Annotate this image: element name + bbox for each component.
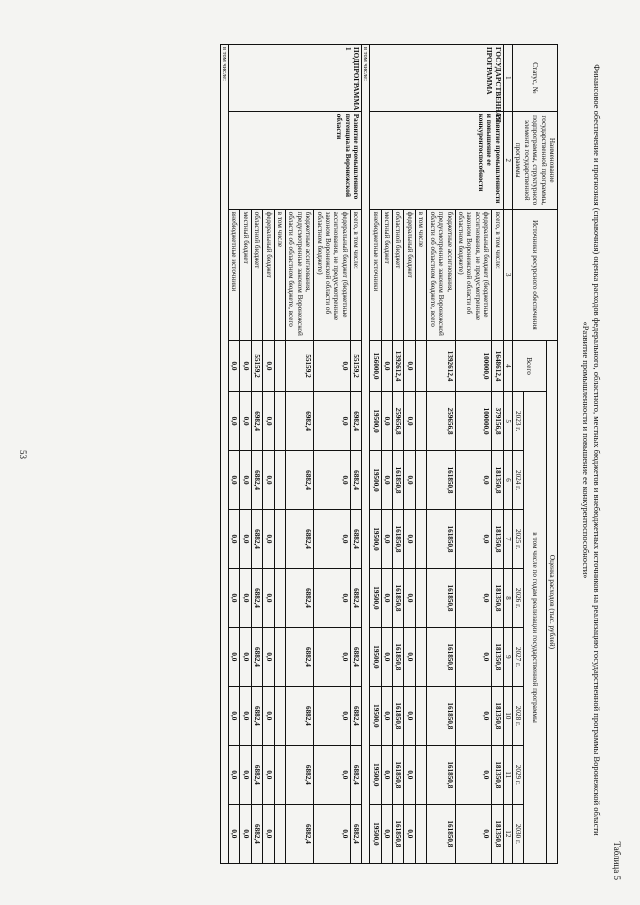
value-cell: 0,0 — [240, 392, 251, 451]
source-cell: бюджетные ассигнования, предусмотренные законом Воронежской области об областном бюджете, всего — [286, 209, 314, 340]
column-index: 12 — [503, 804, 512, 863]
value-cell: 161850,8 — [427, 745, 455, 804]
value-cell: 6882,4 — [286, 510, 314, 569]
column-index: 8 — [503, 568, 512, 627]
value-cell: 161850,8 — [427, 510, 455, 569]
value-cell: 0,0 — [404, 392, 415, 451]
value-cell: 0,0 — [455, 568, 492, 627]
value-cell — [274, 804, 285, 863]
value-cell: 6982,4 — [251, 392, 262, 451]
value-cell: 55159,2 — [286, 340, 314, 391]
row-status: ПОДПРОГРАММА 1 — [229, 45, 362, 112]
value-cell — [274, 392, 285, 451]
value-cell: 0,0 — [314, 392, 351, 451]
group-label-row — [221, 45, 229, 864]
value-cell: 6982,4 — [286, 392, 314, 451]
column-index: 6 — [503, 451, 512, 510]
value-cell: 0,0 — [314, 686, 351, 745]
table-row — [492, 45, 503, 864]
value-cell: 6882,4 — [350, 568, 361, 627]
header-year: 2023 г. — [512, 392, 523, 451]
value-cell: 161850,8 — [393, 745, 404, 804]
value-cell: 6882,4 — [286, 804, 314, 863]
source-cell: всего, в том числе: — [492, 209, 503, 340]
group-label: в том числе: — [362, 45, 370, 864]
header-name: Наименование государственной программы, подпрограммы, структурного элемента государственной программы — [512, 111, 557, 209]
header-year: 2029 г. — [512, 745, 523, 804]
header-total: Всего — [512, 340, 546, 391]
column-index-row — [503, 45, 512, 864]
value-cell — [415, 451, 426, 510]
value-cell — [274, 745, 285, 804]
value-cell: 161850,8 — [393, 686, 404, 745]
source-cell: местный бюджет — [381, 209, 392, 340]
value-cell — [274, 686, 285, 745]
value-cell: 6882,4 — [251, 568, 262, 627]
value-cell: 55159,2 — [251, 340, 262, 391]
value-cell — [274, 340, 285, 391]
row-status: ГОСУДАРСТВЕННАЯ ПРОГРАММА — [370, 45, 503, 112]
value-cell: 19500,0 — [370, 451, 381, 510]
value-cell: 19500,0 — [370, 745, 381, 804]
value-cell: 0,0 — [240, 745, 251, 804]
value-cell: 6982,4 — [350, 392, 361, 451]
value-cell: 100000,0 — [455, 392, 492, 451]
value-cell: 6882,4 — [350, 804, 361, 863]
value-cell: 100000,0 — [455, 340, 492, 391]
value-cell: 19500,0 — [370, 568, 381, 627]
value-cell: 0,0 — [314, 340, 351, 391]
value-cell: 0,0 — [240, 804, 251, 863]
value-cell: 259656,8 — [393, 392, 404, 451]
value-cell — [415, 568, 426, 627]
value-cell: 0,0 — [404, 627, 415, 686]
value-cell: 6882,4 — [350, 686, 361, 745]
value-cell: 0,0 — [240, 451, 251, 510]
value-cell: 0,0 — [455, 451, 492, 510]
document-sheet — [10, 10, 630, 890]
value-cell: 0,0 — [229, 686, 240, 745]
document-title: Финансовое обеспечение и прогнозная (справочная) оценка расходов федерального, областного, местных бюджетов и внебюджетных источников на реализацию государственной программы Воронежской области «Развитие промышленности и повышение ее конкурентоспособности» — [581, 64, 602, 836]
value-cell: 0,0 — [314, 745, 351, 804]
value-cell: 0,0 — [381, 510, 392, 569]
value-cell: 0,0 — [263, 510, 274, 569]
value-cell: 0,0 — [229, 627, 240, 686]
value-cell: 0,0 — [229, 804, 240, 863]
header-year: 2025 г. — [512, 510, 523, 569]
value-cell: 6882,4 — [251, 627, 262, 686]
value-cell: 0,0 — [229, 392, 240, 451]
value-cell: 0,0 — [240, 568, 251, 627]
value-cell: 0,0 — [263, 627, 274, 686]
column-index: 3 — [503, 209, 512, 340]
value-cell — [415, 686, 426, 745]
value-cell: 181350,8 — [492, 568, 503, 627]
value-cell: 6882,4 — [286, 627, 314, 686]
value-cell: 161850,8 — [427, 451, 455, 510]
value-cell: 0,0 — [455, 804, 492, 863]
header-year: 2027 г. — [512, 627, 523, 686]
value-cell: 6882,4 — [286, 451, 314, 510]
value-cell: 0,0 — [263, 392, 274, 451]
value-cell: 181350,8 — [492, 627, 503, 686]
value-cell: 6882,4 — [286, 745, 314, 804]
header-year: 2028 г. — [512, 686, 523, 745]
value-cell: 161850,8 — [427, 568, 455, 627]
value-cell: 1392612,4 — [427, 340, 455, 391]
value-cell: 0,0 — [263, 451, 274, 510]
value-cell: 0,0 — [229, 451, 240, 510]
value-cell: 0,0 — [381, 568, 392, 627]
table-row — [350, 45, 361, 864]
source-cell: федеральный бюджет — [404, 209, 415, 340]
value-cell: 0,0 — [404, 340, 415, 391]
source-cell: федеральный бюджет (бюджетные ассигнования, не предусмотренные законом Воронежской области об областном бюджете) — [455, 209, 492, 340]
value-cell: 0,0 — [229, 510, 240, 569]
value-cell: 259656,8 — [427, 392, 455, 451]
value-cell: 0,0 — [229, 568, 240, 627]
value-cell — [415, 804, 426, 863]
value-cell: 0,0 — [263, 745, 274, 804]
value-cell: 19500,0 — [370, 804, 381, 863]
value-cell: 6882,4 — [251, 451, 262, 510]
source-cell: областной бюджет — [251, 209, 262, 340]
source-cell: в том числе — [415, 209, 426, 340]
value-cell: 0,0 — [455, 745, 492, 804]
value-cell: 161850,8 — [393, 451, 404, 510]
header-year: 2030 г. — [512, 804, 523, 863]
value-cell — [415, 510, 426, 569]
value-cell: 19500,0 — [370, 392, 381, 451]
value-cell: 0,0 — [263, 804, 274, 863]
value-cell: 0,0 — [404, 804, 415, 863]
value-cell: 1648612,4 — [492, 340, 503, 391]
value-cell — [415, 340, 426, 391]
value-cell: 161850,8 — [427, 804, 455, 863]
value-cell: 0,0 — [381, 340, 392, 391]
value-cell: 6882,4 — [286, 568, 314, 627]
source-cell: внебюджетные источники — [229, 209, 240, 340]
column-index: 1 — [503, 45, 512, 112]
value-cell: 0,0 — [229, 745, 240, 804]
header-incl-years: в том числе по годам реализации государственной программы — [524, 392, 546, 864]
value-cell: 0,0 — [314, 451, 351, 510]
value-cell: 0,0 — [381, 451, 392, 510]
value-cell: 0,0 — [381, 804, 392, 863]
value-cell: 0,0 — [381, 686, 392, 745]
value-cell: 19500,0 — [370, 627, 381, 686]
value-cell: 161850,8 — [393, 627, 404, 686]
row-name: Развитие промышленности и повышение ее конкурентоспособности — [370, 111, 503, 209]
column-index: 9 — [503, 627, 512, 686]
value-cell: 0,0 — [381, 627, 392, 686]
value-cell: 6882,4 — [350, 745, 361, 804]
value-cell: 161850,8 — [427, 686, 455, 745]
value-cell: 0,0 — [314, 568, 351, 627]
header-status: Статус, № — [512, 45, 557, 112]
source-cell: областной бюджет — [393, 209, 404, 340]
source-cell: внебюджетные источники — [370, 209, 381, 340]
value-cell — [274, 568, 285, 627]
value-cell: 0,0 — [229, 340, 240, 391]
value-cell: 181350,8 — [492, 804, 503, 863]
value-cell: 0,0 — [263, 686, 274, 745]
value-cell: 161850,8 — [393, 804, 404, 863]
header-year: 2026 г. — [512, 568, 523, 627]
column-index: 10 — [503, 686, 512, 745]
value-cell: 181350,8 — [492, 510, 503, 569]
value-cell: 55159,2 — [350, 340, 361, 391]
value-cell: 0,0 — [381, 745, 392, 804]
value-cell: 0,0 — [404, 568, 415, 627]
value-cell: 6882,4 — [286, 686, 314, 745]
value-cell: 156000,0 — [370, 340, 381, 391]
value-cell — [274, 627, 285, 686]
header-estimate: Оценка расходов (тыс. рублей) — [546, 340, 557, 863]
value-cell: 0,0 — [404, 451, 415, 510]
group-label: в том числе: — [221, 45, 229, 864]
value-cell — [415, 745, 426, 804]
value-cell: 0,0 — [404, 510, 415, 569]
value-cell: 6882,4 — [251, 510, 262, 569]
value-cell: 181350,8 — [492, 451, 503, 510]
value-cell: 0,0 — [263, 568, 274, 627]
value-cell: 181350,8 — [492, 745, 503, 804]
group-label-row — [362, 45, 370, 864]
header-source: Источники ресурсного обеспечения — [512, 209, 557, 340]
value-cell: 6882,4 — [251, 804, 262, 863]
value-cell: 0,0 — [455, 510, 492, 569]
value-cell: 0,0 — [314, 510, 351, 569]
value-cell: 1392612,4 — [393, 340, 404, 391]
column-index: 5 — [503, 392, 512, 451]
value-cell: 6882,4 — [350, 627, 361, 686]
column-index: 2 — [503, 111, 512, 209]
source-cell: всего, в том числе: — [350, 209, 361, 340]
header-year: 2024 г. — [512, 451, 523, 510]
value-cell: 6882,4 — [251, 686, 262, 745]
value-cell — [274, 451, 285, 510]
value-cell: 6882,4 — [350, 451, 361, 510]
value-cell: 0,0 — [455, 686, 492, 745]
value-cell: 0,0 — [240, 686, 251, 745]
value-cell: 379156,8 — [492, 392, 503, 451]
source-cell: федеральный бюджет (бюджетные ассигнования, не предусмотренные законом Воронежской области об областном бюджете) — [314, 209, 351, 340]
value-cell: 0,0 — [240, 340, 251, 391]
table-body — [221, 45, 504, 864]
value-cell: 161850,8 — [393, 510, 404, 569]
value-cell: 0,0 — [404, 745, 415, 804]
source-cell: в том числе — [274, 209, 285, 340]
value-cell: 0,0 — [455, 627, 492, 686]
table-label: Таблица 5 — [612, 841, 622, 880]
value-cell — [415, 627, 426, 686]
value-cell: 161850,8 — [393, 568, 404, 627]
value-cell: 161850,8 — [427, 627, 455, 686]
value-cell: 0,0 — [314, 627, 351, 686]
value-cell: 0,0 — [404, 686, 415, 745]
source-cell: бюджетные ассигнования, предусмотренные законом Воронежской области об областном бюджете, всего — [427, 209, 455, 340]
value-cell — [415, 392, 426, 451]
finance-table — [220, 44, 558, 864]
value-cell: 0,0 — [263, 340, 274, 391]
column-index: 11 — [503, 745, 512, 804]
value-cell: 0,0 — [240, 510, 251, 569]
value-cell: 0,0 — [240, 627, 251, 686]
value-cell: 19500,0 — [370, 510, 381, 569]
source-cell: федеральный бюджет — [263, 209, 274, 340]
page-number: 53 — [18, 450, 28, 459]
value-cell: 6882,4 — [251, 745, 262, 804]
value-cell — [274, 510, 285, 569]
row-name: Развитие промышленного потенциала Воронежской области — [229, 111, 362, 209]
value-cell: 6882,4 — [350, 510, 361, 569]
value-cell: 0,0 — [381, 392, 392, 451]
value-cell: 0,0 — [314, 804, 351, 863]
value-cell: 181350,8 — [492, 686, 503, 745]
column-index: 7 — [503, 510, 512, 569]
column-index: 4 — [503, 340, 512, 391]
value-cell: 19500,0 — [370, 686, 381, 745]
source-cell: местный бюджет — [240, 209, 251, 340]
